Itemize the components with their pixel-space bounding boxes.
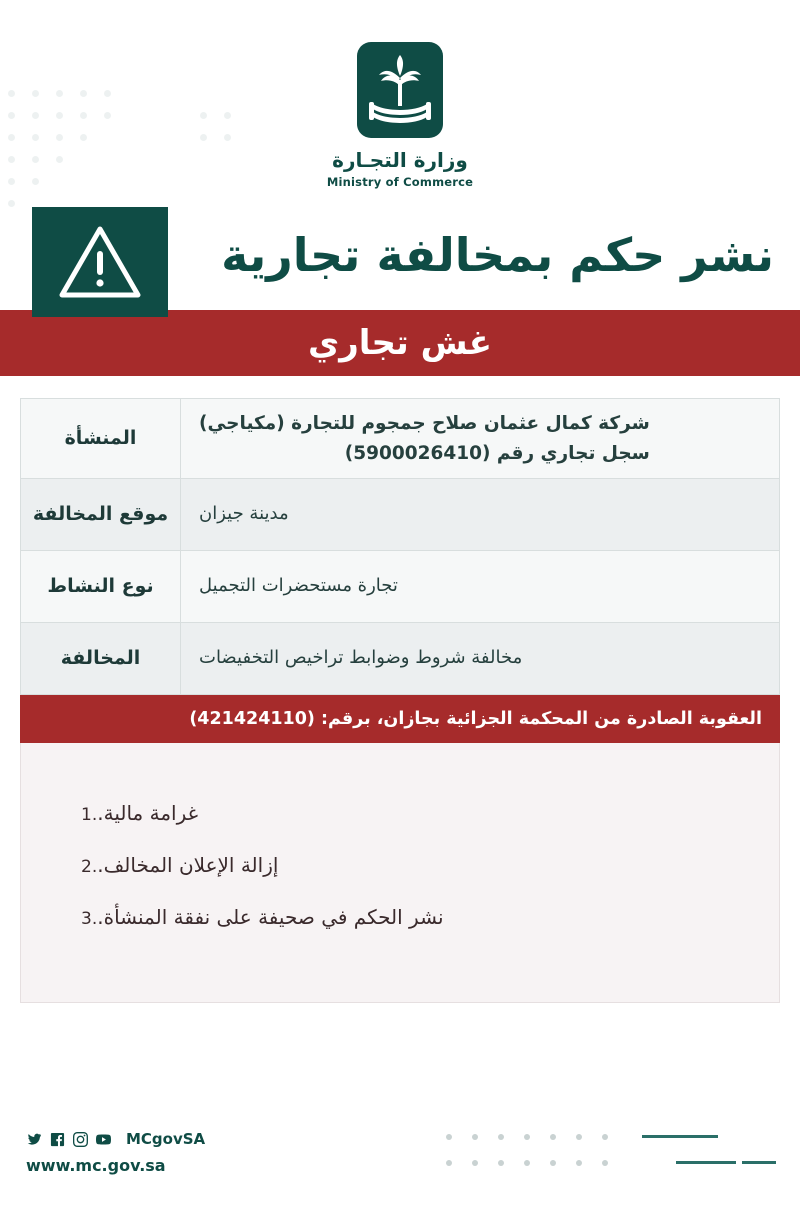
location-value: مدينة جيزان xyxy=(181,479,779,550)
violation-type-banner xyxy=(0,310,800,376)
violation-type-label: غش تجاري xyxy=(308,323,492,363)
penalty-heading-text: العقوبة الصادرة من المحكمة الجزائية بجازان، برقم: xyxy=(321,709,762,730)
warning-badge xyxy=(32,207,168,317)
penalty-list xyxy=(20,743,780,1003)
location-label: موقع المخالفة xyxy=(21,479,181,550)
page-title: نشر حكم بمخالفة تجارية xyxy=(221,227,774,282)
facebook-icon[interactable] xyxy=(49,1131,66,1148)
ministry-logo xyxy=(327,42,473,189)
details-table xyxy=(20,398,780,695)
penalty-item-number: 1. xyxy=(81,805,98,826)
establishment-label: المنشأة xyxy=(21,399,181,478)
title-band xyxy=(0,200,800,310)
penalty-heading xyxy=(20,695,780,743)
social-handle: MCgovSA xyxy=(126,1130,206,1148)
instagram-icon[interactable] xyxy=(72,1131,89,1148)
table-row xyxy=(21,399,779,479)
list-item xyxy=(81,905,719,929)
website-url[interactable]: www.mc.gov.sa xyxy=(26,1156,166,1175)
ministry-header xyxy=(0,0,800,200)
penalty-item-text: إزالة الإعلان المخالف. xyxy=(97,853,279,878)
activity-label: نوع النشاط xyxy=(21,551,181,622)
warning-triangle-icon xyxy=(58,225,142,299)
table-row xyxy=(21,479,779,551)
list-item xyxy=(81,853,719,877)
violation-label: المخالفة xyxy=(21,623,181,694)
table-row xyxy=(21,551,779,623)
establishment-value: شركة كمال عثمان صلاح جمجوم للتجارة (مكياجي) سجل تجاري رقم (5900026410) xyxy=(181,399,779,478)
penalty-item-number: 2. xyxy=(81,857,98,878)
case-number: (421424110) xyxy=(189,709,315,730)
violation-value: مخالفة شروط وضوابط تراخيص التخفيضات xyxy=(181,623,779,694)
table-row xyxy=(21,623,779,695)
penalty-item-text: نشر الحكم في صحيفة على نفقة المنشأة. xyxy=(97,905,444,930)
list-item xyxy=(81,801,719,825)
ministry-name-en: Ministry of Commerce xyxy=(326,175,474,189)
footer xyxy=(0,1108,800,1218)
youtube-icon[interactable] xyxy=(95,1131,112,1148)
twitter-icon[interactable] xyxy=(26,1131,43,1148)
penalty-item-number: 3. xyxy=(81,909,98,930)
ministry-name-ar: وزارة التجـارة xyxy=(332,148,468,172)
activity-value: تجارة مستحضرات التجميل xyxy=(181,551,779,622)
palm-and-swords-emblem xyxy=(357,42,443,138)
penalty-item-text: غرامة مالية. xyxy=(97,801,199,826)
footer-decorative-dots xyxy=(446,1134,776,1184)
